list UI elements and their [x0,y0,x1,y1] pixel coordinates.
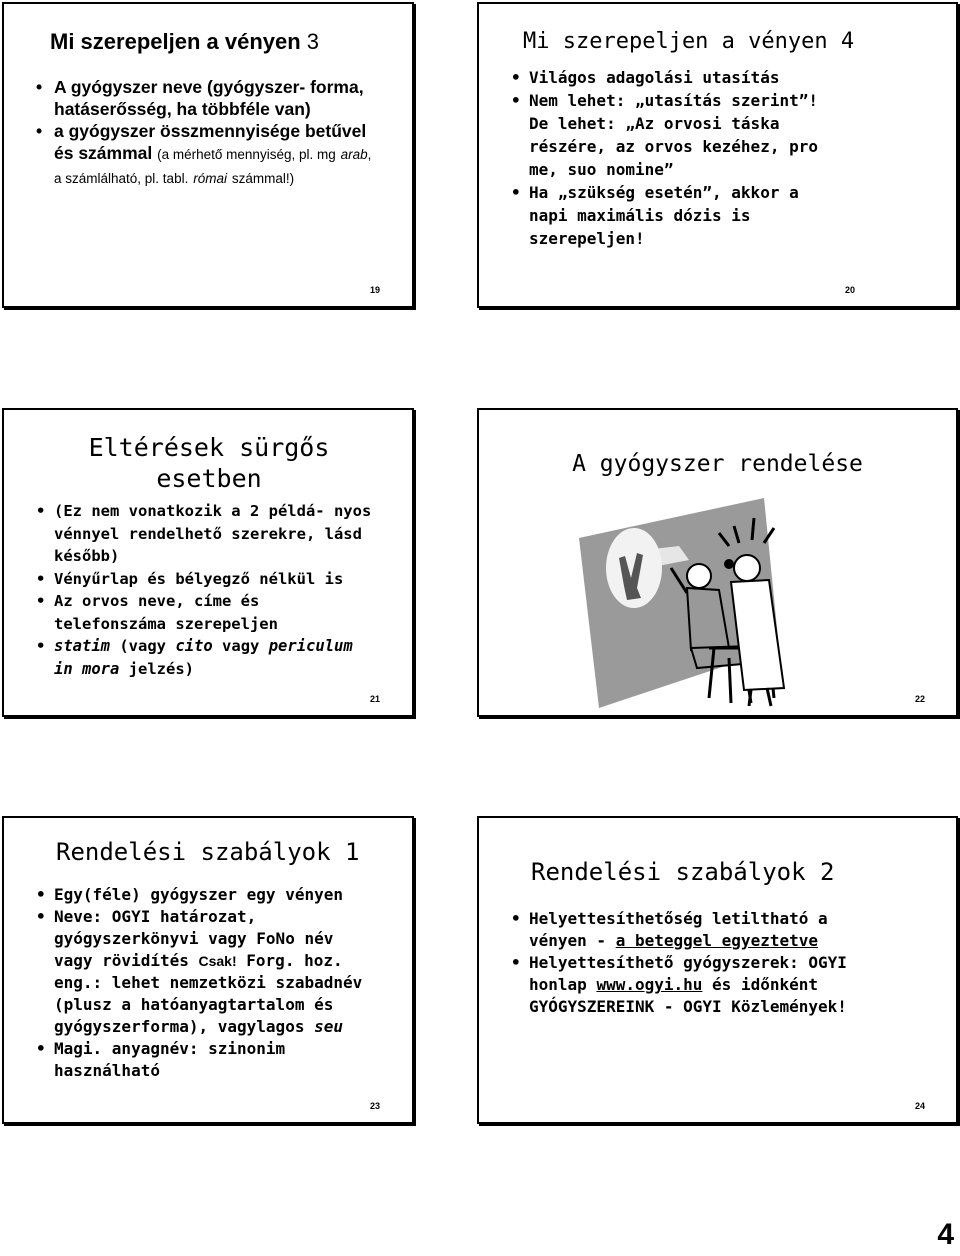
item-note-italic: arab [340,147,368,162]
slide-24 [477,816,958,1124]
title-number: 3 [306,29,320,54]
slide-title [50,28,319,56]
page-number: 4 [937,1218,954,1251]
slide-number: 22 [915,694,926,704]
list-item: • Nem lehet: „utasítás szerint”! De lehet: „Az orvosi táska részére, az orvos kezéhez, pro me, suo nomine” [509,89,829,181]
list-item: • Vényűrlap és bélyegző nélkül is [34,568,379,591]
item-text: és időnként GYÓGYSZEREINK - OGYI Közlemények! [529,975,847,1016]
item-text: a gyógyszer összmennyisége betűvel és számmal [54,121,367,163]
item-text: Forg. hoz. eng.: lehet nemzetközi szabadnév (plusz a hatóanyagtartalom és gyógyszerforma), vagylagos [54,951,363,1036]
list-item [34,906,379,1038]
list-item: • A gyógyszer neve (gyógyszer- forma, hatáserősség, ha többféle van) [34,76,379,120]
ogyi-link[interactable]: www.ogyi.hu [596,975,703,994]
slide-19 [2,2,414,308]
slide-number: 21 [370,694,381,704]
item-note-italic: római [193,171,227,186]
slide-number: 19 [370,285,381,295]
bullet-list [509,908,854,1018]
slide-number: 23 [370,1101,381,1111]
slide-title: Rendelési szabályok 2 [531,858,835,886]
slide-number: 20 [845,285,856,295]
item-text: (vagy [119,637,167,655]
slide-21 [2,408,414,717]
item-text: jelzés) [128,659,194,678]
slide-22 [477,408,958,717]
list-item [509,952,854,1018]
slide-title [523,28,854,56]
item-note: , a számlálható, pl. tabl. [54,147,372,186]
title-number: 4 [840,29,855,54]
item-underlined: a beteggel egyeztetve [615,931,818,950]
title-text: Mi szerepeljen a vényen [50,29,301,54]
item-italic: statim [54,637,110,655]
list-item [509,908,854,952]
item-text: Helyettesíthetőség letiltható a vényen - [529,909,828,950]
list-item: • Világos adagolási utasítás [509,66,829,89]
item-text: Helyettesíthető gyógyszerek: OGYI honlap [529,953,847,994]
item-text: Csak! [198,953,237,969]
bullet-list [34,76,379,190]
item-italic: periculum in mora [54,637,353,678]
item-italic: cito [175,637,213,655]
slide-title: Rendelési szabályok 1 [56,838,360,866]
slide-20 [477,2,958,308]
list-item: • Ha „szükség esetén”, akkor a napi maximális dózis is szerepeljen! [509,181,829,250]
slide-title: A gyógyszer rendelése [572,451,863,477]
list-item: • (Ez nem vonatkozik a 2 példá- nyos vénnyel rendelhető szerekre, lásd később) [34,500,379,568]
item-note: (a mérhető mennyiség, pl. mg [157,147,336,162]
list-item [34,120,379,190]
list-item: • Egy(féle) gyógyszer egy vényen [34,884,379,906]
bullet-list [509,66,829,250]
list-item [34,635,379,680]
item-text: Neve: OGYI határozat, gyógyszerkönyvi vagy FoNo név vagy rövidítés [54,907,334,970]
list-item: • Az orvos neve, címe és telefonszáma szerepeljen [34,590,379,635]
slide-title: Eltérések sürgős esetben [88,433,330,493]
slide-number: 24 [915,1101,926,1111]
bullet-list [34,500,379,680]
slide-23 [2,816,414,1124]
title-text: Mi szerepeljen a vényen [523,29,828,54]
item-text: vagy [222,637,260,655]
item-note: számmal!) [231,171,295,186]
list-item: • Magi. anyagnév: szinonim használható [34,1038,379,1082]
bullet-list [34,884,379,1082]
doctor-patient-illustration [579,498,869,708]
item-italic: seu [314,1017,343,1036]
